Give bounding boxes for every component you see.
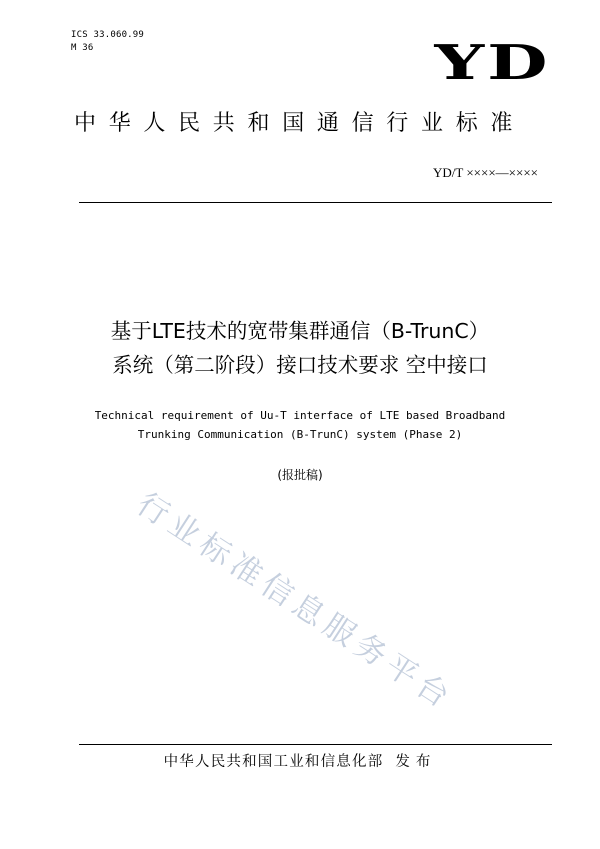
yd-logo: YD xyxy=(434,35,551,91)
issuer-line xyxy=(60,751,540,773)
english-title-line-1: Technical requirement of Uu-T interface of LTE based Broadband xyxy=(94,409,506,422)
industry-standard-heading: 中华人民共和国通信行业标准 xyxy=(74,111,526,136)
chinese-title-line-2: 系统（第二阶段）接口技术要求 空中接口 xyxy=(112,353,488,377)
header-divider xyxy=(79,202,552,203)
issuer-name: 中华人民共和国工业和信息化部 xyxy=(163,754,384,770)
issuer-action: 发布 xyxy=(395,754,437,770)
draft-status: (报批稿) xyxy=(277,468,323,482)
standard-number: YD/T ××××—×××× xyxy=(433,165,538,180)
ccs-code: M 36 xyxy=(71,43,94,53)
english-title xyxy=(60,406,540,444)
classification-codes xyxy=(71,29,144,55)
footer-divider xyxy=(79,744,552,745)
ics-code: ICS 33.060.99 xyxy=(71,30,145,40)
chinese-title-line-1: 基于LTE技术的宽带集群通信（B-TrunC） xyxy=(110,319,490,343)
watermark-text: 行业标准信息服务平台 xyxy=(130,486,461,718)
chinese-title xyxy=(60,314,540,382)
english-title-line-2: Trunking Communication (B-TrunC) system (Phase 2) xyxy=(137,428,463,441)
